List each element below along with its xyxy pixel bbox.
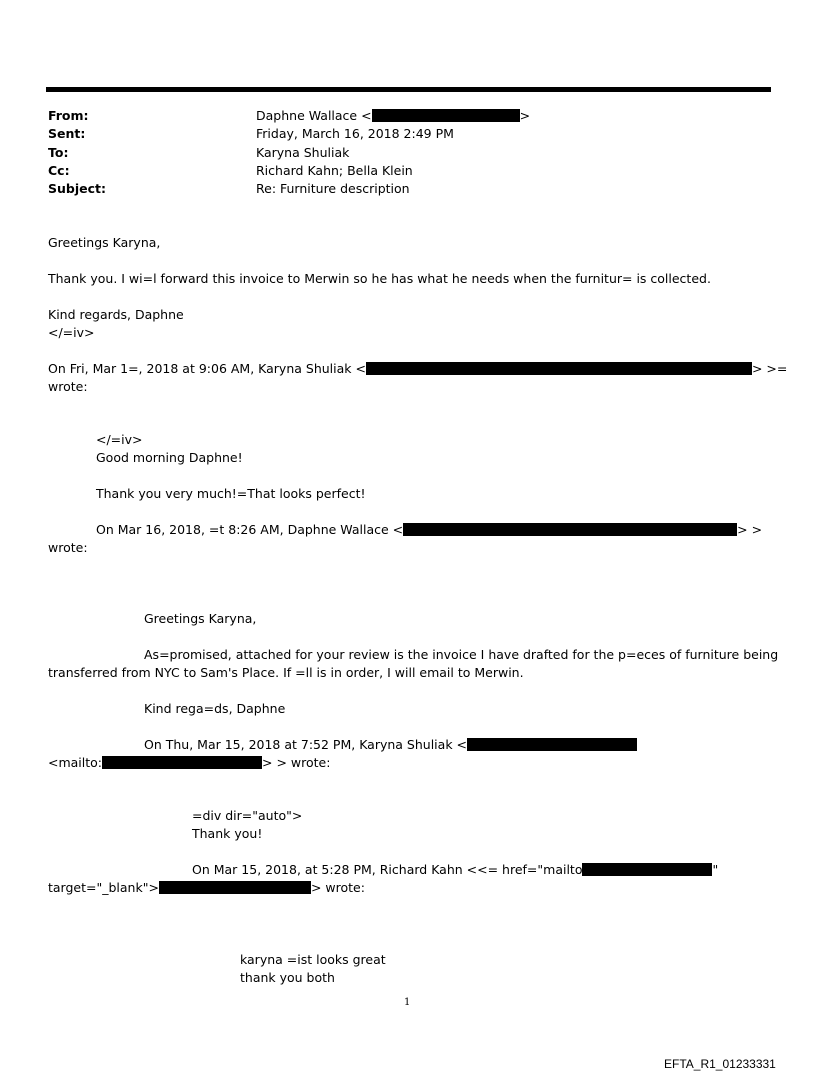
body-paragraph: Thank you. I wi=l forward this invoice to Merwin so he has what he needs when the furnitur= is collected. [48, 271, 711, 286]
quote-header-text: On Mar 16, 2018, =t 8:26 AM, Daphne Wallace < [96, 522, 404, 537]
quote-mailto [48, 755, 330, 771]
target-text: target="_blank"> [48, 880, 159, 895]
sent-label: Sent: [48, 126, 86, 141]
from-value [256, 108, 530, 124]
quote-target [48, 880, 365, 896]
redaction-bar [467, 738, 637, 751]
quoted-line: Good morning Daphne! [96, 450, 243, 465]
quote-header-text: On Thu, Mar 15, 2018 at 7:52 PM, Karyna Shuliak < [144, 737, 468, 752]
mailto-text: <mailto: [48, 755, 103, 770]
quoted-signoff: Kind rega=ds, Daphne [144, 701, 286, 716]
redaction-bar [582, 863, 712, 876]
header-divider [46, 87, 771, 92]
quote-header [144, 737, 637, 753]
redaction-bar [366, 362, 752, 375]
subject-label: Subject: [48, 181, 106, 196]
quoted-line: karyna =ist looks great [240, 952, 386, 967]
redaction-bar [372, 109, 520, 122]
quote-wrote-suffix: > wrote: [310, 880, 365, 895]
markup-fragment: </=iv> [96, 432, 143, 447]
quote-header-suffix: " [712, 862, 719, 877]
quoted-line: Thank you! [192, 826, 263, 841]
quote-header-text: On Mar 15, 2018, at 5:28 PM, Richard Kahn <<= href="mailto [192, 862, 583, 877]
from-label: From: [48, 108, 89, 123]
markup-fragment: </=iv> [48, 325, 95, 340]
cc-value: Richard Kahn; Bella Klein [256, 163, 413, 178]
quoted-paragraph-line: transferred from NYC to Sam's Place. If =ll is in order, I will email to Merwin. [48, 665, 524, 680]
redaction-bar [102, 756, 262, 769]
quote-header-text: On Fri, Mar 1=, 2018 at 9:06 AM, Karyna Shuliak < [48, 361, 366, 376]
quote-header-suffix: > > [737, 522, 763, 537]
from-name: Daphne Wallace < [256, 108, 372, 123]
quote-header [192, 862, 718, 878]
quote-header [48, 361, 787, 377]
quoted-paragraph-line: As=promised, attached for your review is the invoice I have drafted for the p=eces of furniture being [144, 647, 779, 662]
quote-header [96, 522, 762, 538]
document-id: EFTA_R1_01233331 [664, 1057, 776, 1071]
quoted-line: Thank you very much!=That looks perfect! [96, 486, 366, 501]
redaction-bar [403, 523, 737, 536]
signoff: Kind regards, Daphne [48, 307, 184, 322]
from-bracket: > [519, 108, 531, 123]
quoted-line: thank you both [240, 970, 335, 985]
quoted-greeting: Greetings Karyna, [144, 611, 257, 626]
redaction-bar [159, 881, 311, 894]
to-value: Karyna Shuliak [256, 145, 350, 160]
quote-header-suffix: > >= [751, 361, 788, 376]
markup-fragment: =div dir="auto"> [192, 808, 303, 823]
page-number: 1 [404, 997, 411, 1008]
to-label: To: [48, 145, 69, 160]
sent-value: Friday, March 16, 2018 2:49 PM [256, 126, 454, 141]
greeting: Greetings Karyna, [48, 235, 161, 250]
subject-value: Re: Furniture description [256, 181, 410, 196]
quote-wrote: wrote: [48, 379, 88, 394]
quote-wrote-suffix: > > wrote: [262, 755, 331, 770]
cc-label: Cc: [48, 163, 70, 178]
quote-wrote: wrote: [48, 540, 88, 555]
